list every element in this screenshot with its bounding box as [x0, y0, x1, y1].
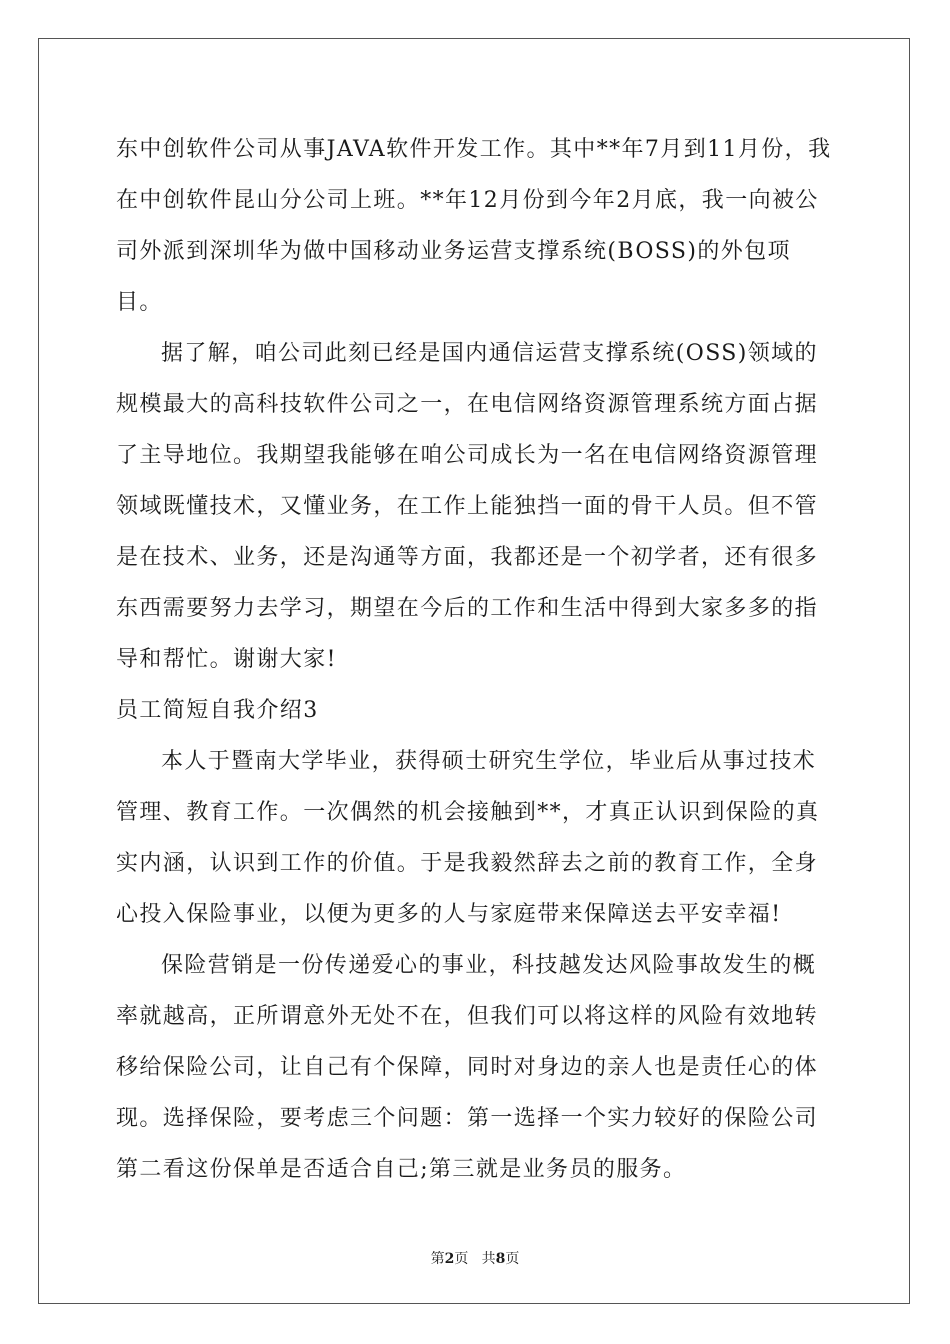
- footer-suffix: 页: [505, 1251, 520, 1267]
- footer-prefix: 第: [430, 1251, 445, 1267]
- section-heading: 员工简短自我介绍3: [116, 698, 319, 723]
- page-footer: [0, 1248, 950, 1268]
- paragraph-4: 保险营销是一份传递爱心的事业，科技越发达风险事故发生的概率就越高，正所谓意外无处不在，但我们可以将这样的风险有效地转移给保险公司，让自己有个保障，同时对身边的亲人也是责任心的体现。选择保险，要考虑三个问题：第一选择一个实力较好的保险公司第二看这份保单是否适合自己;第三就是业务员的服务。: [116, 953, 819, 1182]
- paragraph-1: 东中创软件公司从事JAVA软件开发工作。其中**年7月到11月份，我在中创软件昆山分公司上班。**年12月份到今年2月底，我一向被公司外派到深圳华为做中国移动业务运营支撑系统(BOSS)的外包项目。: [116, 137, 832, 315]
- document-body: [116, 124, 832, 1195]
- paragraph-3: 本人于暨南大学毕业，获得硕士研究生学位，毕业后从事过技术管理、教育工作。一次偶然的机会接触到**，才真正认识到保险的真实内涵，认识到工作的价值。于是我毅然辞去之前的教育工作，全身心投入保险事业，以便为更多的人与家庭带来保障送去平安幸福!: [116, 749, 820, 927]
- total-page-number: 8: [495, 1251, 506, 1267]
- current-page-number: 2: [444, 1251, 455, 1267]
- footer-middle: 页 共: [454, 1251, 496, 1267]
- paragraph-2: 据了解，咱公司此刻已经是国内通信运营支撑系统(OSS)领域的规模最大的高科技软件公司之一，在电信网络资源管理系统方面占据了主导地位。我期望我能够在咱公司成长为一名在电信网络资源管理领域既懂技术，又懂业务，在工作上能独挡一面的骨干人员。但不管是在技术、业务，还是沟通等方面，我都还是一个初学者，还有很多东西需要努力去学习，期望在今后的工作和生活中得到大家多多的指导和帮忙。谢谢大家!: [116, 341, 819, 672]
